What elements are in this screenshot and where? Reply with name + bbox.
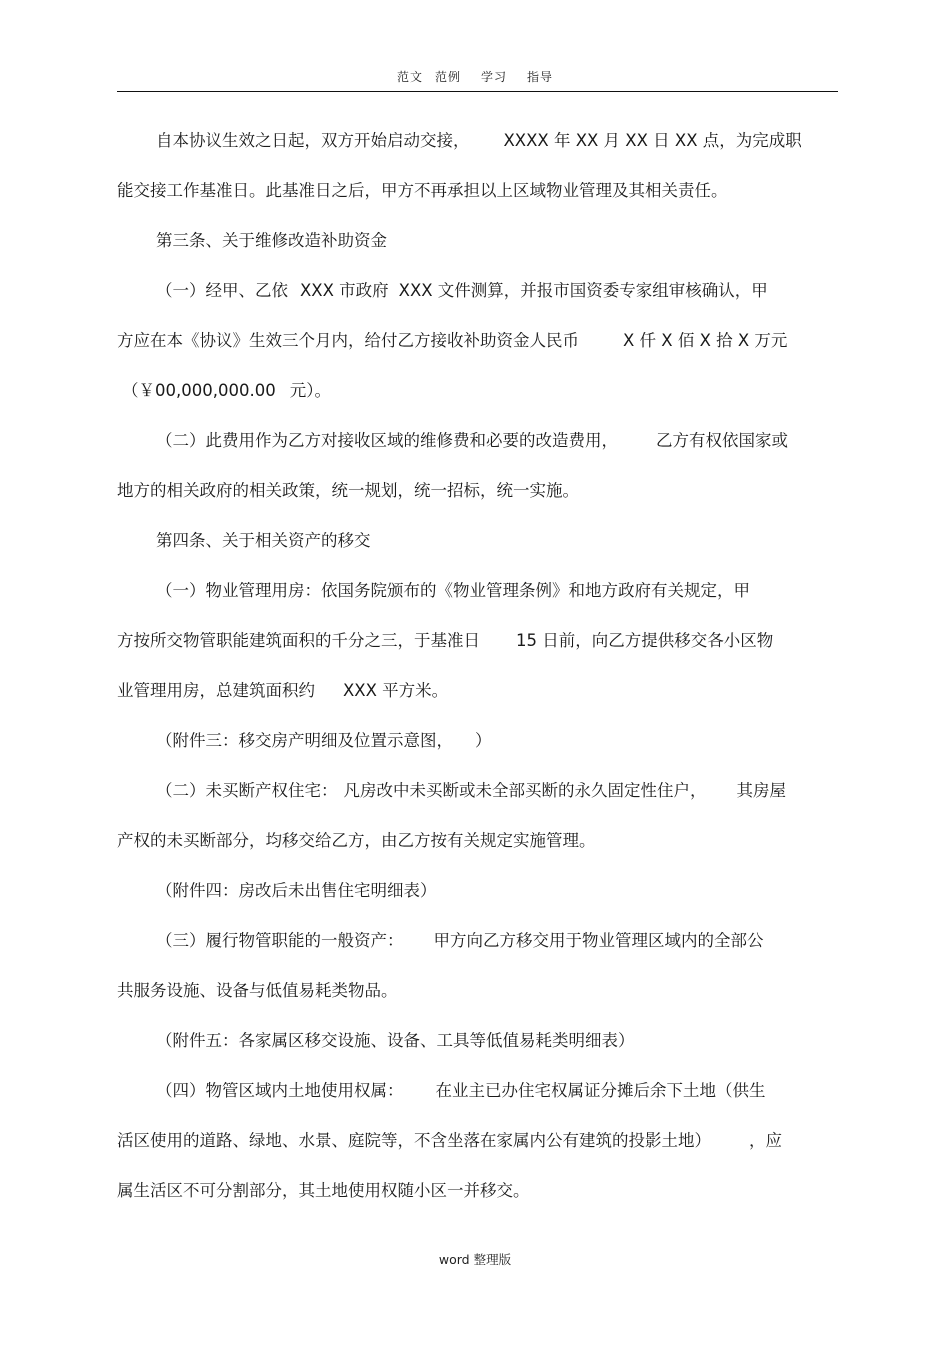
text-run: 业管理用房，总建筑面积约 [117, 681, 315, 700]
text-run: X 仟 X 佰 X 拾 X 万元 [623, 331, 788, 350]
paragraph-line [117, 181, 728, 201]
paragraph-line [156, 581, 750, 601]
paragraph-line [156, 281, 768, 301]
text-run: 能交接工作基准日。此基准日之后，甲方不再承担以上区域物业管理及其相关责任。 [117, 181, 728, 200]
text-run: XXX 文件测算，并报市国资委专家组审核确认，甲 [398, 281, 768, 300]
text-run: （三）履行物管职能的一般资产： [156, 931, 404, 950]
text-run: XXX 平方米。 [343, 681, 449, 700]
text-run: XXX 市政府 [300, 281, 389, 300]
text-run: （附件五：各家属区移交设施、设备、工具等低值易耗类明细表） [156, 1031, 635, 1050]
attachment-note [156, 731, 492, 751]
paragraph-line [117, 331, 787, 351]
header-divider [117, 91, 838, 92]
text-run: 元）。 [289, 381, 331, 400]
text-run: （二）未买断产权住宅： [156, 781, 338, 800]
attachment-note [156, 1031, 635, 1051]
article-heading [156, 531, 371, 551]
paragraph-line [156, 131, 802, 151]
text-run: 第三条、关于维修改造补助资金 [156, 231, 387, 250]
text-run: 共服务设施、设备与低值易耗类物品。 [117, 981, 398, 1000]
text-run: （四）物管区域内土地使用权属： [156, 1081, 404, 1100]
text-run: XXXX 年 XX 月 XX 日 XX 点，为完成职 [503, 131, 802, 150]
text-run: （附件三：移交房产明细及位置示意图， [156, 731, 453, 750]
paragraph-line [117, 981, 398, 1001]
text-run: 活区使用的道路、绿地、水景、庭院等，不含坐落在家属内公有建筑的投影土地） [117, 1131, 711, 1150]
text-run: 自本协议生效之日起，双方开始启动交接， [156, 131, 470, 150]
text-run: （一）物业管理用房：依国务院颁布的《物业管理条例》和地方政府有关规定，甲 [156, 581, 750, 600]
header-item: 指导 [527, 70, 554, 84]
paragraph-line [117, 481, 579, 501]
text-run: ，应 [749, 1131, 782, 1150]
text-run: 第四条、关于相关资产的移交 [156, 531, 371, 550]
text-run: ） [475, 731, 492, 750]
text-run: （附件四：房改后未出售住宅明细表） [156, 881, 437, 900]
paragraph-line [117, 831, 596, 851]
text-run: 属生活区不可分割部分，其土地使用权随小区一并移交。 [117, 1181, 530, 1200]
paragraph-line [156, 781, 786, 801]
attachment-note [156, 881, 437, 901]
text-run: 方按所交物管职能建筑面积的千分之三，于基准日 [117, 631, 480, 650]
text-run: 地方的相关政府的相关政策，统一规划，统一招标，统一实施。 [117, 481, 579, 500]
text-run: 15 日前，向乙方提供移交各小区物 [516, 631, 774, 650]
text-run: 甲方向乙方移交用于物业管理区域内的全部公 [433, 931, 764, 950]
paragraph-line [122, 381, 331, 401]
paragraph-line [117, 681, 448, 701]
text-run: 其房屋 [736, 781, 786, 800]
paragraph-line [117, 1131, 782, 1151]
header-item: 学习 [481, 70, 508, 84]
header-item: 范文 [396, 70, 423, 84]
paragraph-line [156, 931, 764, 951]
article-heading [156, 231, 387, 251]
paragraph-line [156, 1081, 766, 1101]
text-run: 乙方有权依国家或 [656, 431, 788, 450]
page-header [0, 68, 950, 85]
text-run: 凡房改中未买断或未全部买断的永久固定性住户， [343, 781, 707, 800]
paragraph-line [156, 431, 788, 451]
page-footer: word 整理版 [438, 1252, 512, 1267]
header-item: 范例 [434, 70, 461, 84]
text-run: （￥00,000,000.00 [122, 381, 276, 400]
text-run: 方应在本《协议》生效三个月内，给付乙方接收补助资金人民币 [117, 331, 579, 350]
paragraph-line [117, 631, 773, 651]
text-run: 产权的未买断部分，均移交给乙方，由乙方按有关规定实施管理。 [117, 831, 596, 850]
text-run: 在业主已办住宅权属证分摊后余下土地（供生 [435, 1081, 766, 1100]
paragraph-line [117, 1181, 530, 1201]
text-run: （二）此费用作为乙方对接收区域的维修费和必要的改造费用， [156, 431, 618, 450]
text-run: （一）经甲、乙依 [156, 281, 288, 300]
